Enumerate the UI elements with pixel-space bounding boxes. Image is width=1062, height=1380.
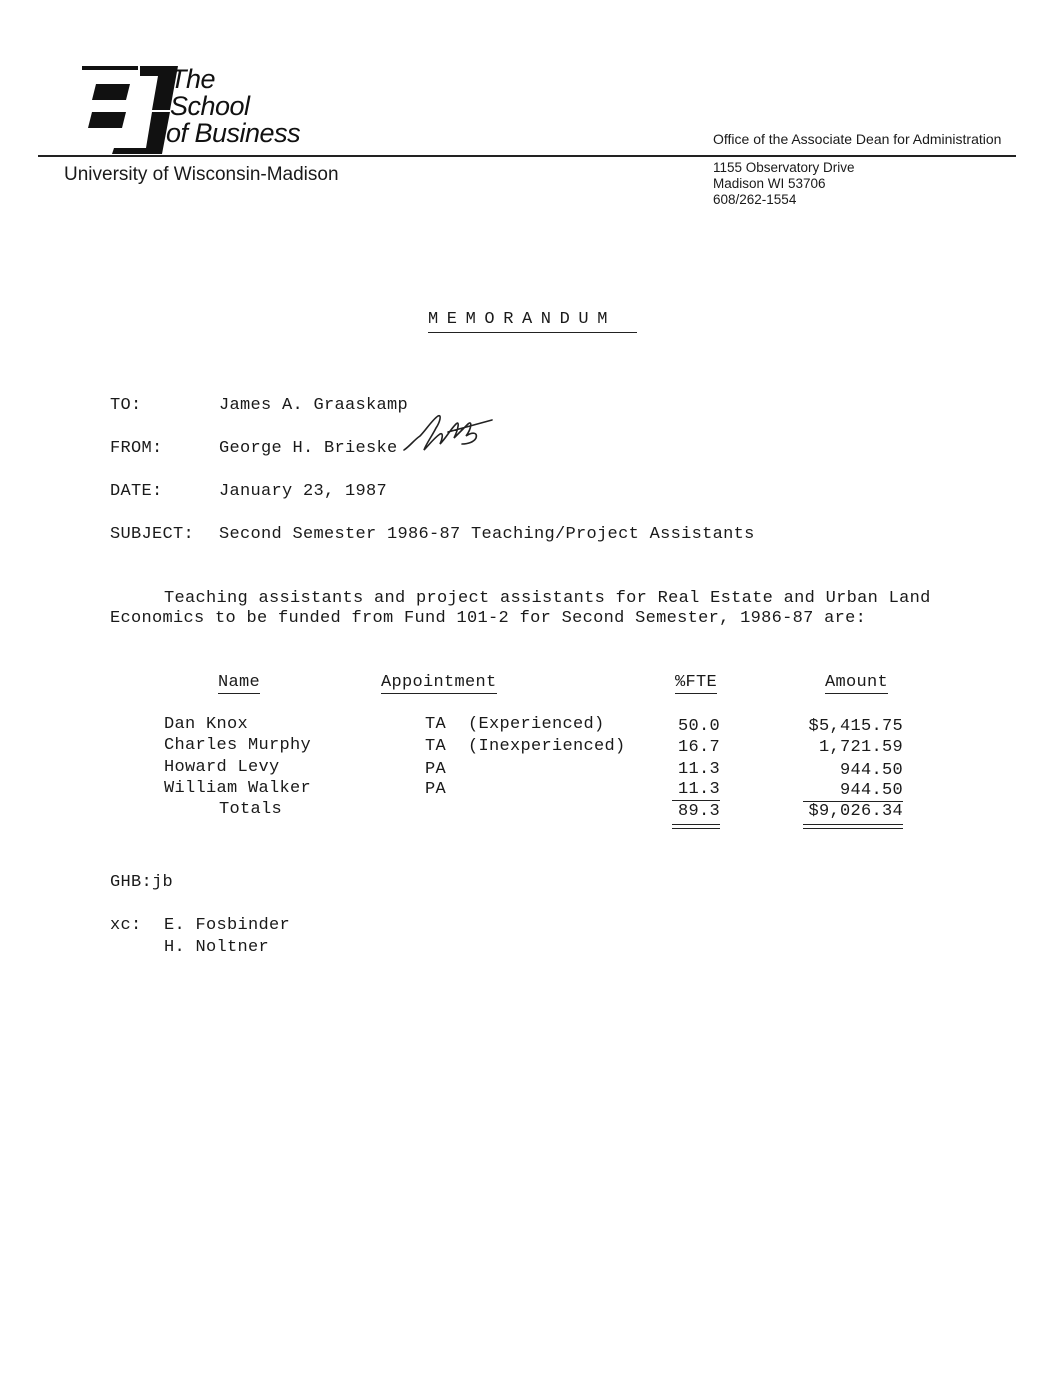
table-row-amount: 1,721.59: [818, 738, 903, 757]
table-row-fte: 11.3: [677, 760, 720, 779]
table-row-fte: 11.3: [672, 780, 720, 801]
to-label: TO:: [110, 396, 142, 415]
subject-label: SUBJECT:: [110, 525, 195, 544]
xc-label: xc:: [110, 916, 142, 935]
memo-title: MEMORANDUM: [428, 310, 617, 329]
table-row-detail: (Inexperienced): [468, 737, 626, 756]
from-value: George H. Brieske: [219, 439, 398, 458]
from-label: FROM:: [110, 439, 163, 458]
totals-fte-double-rule: [672, 824, 720, 829]
totals-label: Totals: [219, 800, 283, 819]
logo-line-school: School: [170, 91, 250, 121]
table-row-type: PA: [425, 760, 447, 779]
address-street: 1155 Observatory Drive: [713, 160, 855, 175]
date-label: DATE:: [110, 482, 163, 501]
typist-initials: GHB:jb: [110, 873, 174, 892]
body-line-2: Economics to be funded from Fund 101-2 for Second Semester, 1986-87 are:: [110, 609, 867, 628]
totals-amount-double-rule: [803, 824, 903, 829]
table-row-type: PA: [425, 780, 447, 799]
memo-title-underline: [428, 332, 637, 333]
totals-amount: $9,026.34: [808, 802, 903, 821]
letterhead-rule: [38, 155, 1016, 157]
logo-line-the: The: [170, 64, 216, 94]
table-row-amount: 944.50: [803, 781, 903, 802]
table-row-name: William Walker: [164, 779, 312, 798]
header-name: Name: [218, 673, 261, 692]
table-row-type: TA: [425, 737, 447, 756]
table-row-name: Howard Levy: [164, 758, 280, 777]
university-name: University of Wisconsin-Madison: [64, 164, 339, 185]
office-name: Office of the Associate Dean for Administration: [713, 131, 1002, 147]
table-row-fte: 16.7: [677, 738, 720, 757]
address-city: Madison WI 53706: [713, 176, 826, 191]
subject-value: Second Semester 1986-87 Teaching/Project Assistants: [219, 525, 755, 544]
table-row-name: Charles Murphy: [164, 736, 312, 755]
table-row-type: TA: [425, 715, 447, 734]
xc-recipient: H. Noltner: [164, 938, 270, 957]
table-row-name: Dan Knox: [164, 715, 249, 734]
totals-fte: 89.3: [677, 802, 720, 821]
to-value: James A. Graaskamp: [219, 396, 409, 415]
header-appointment: Appointment: [381, 673, 497, 692]
table-row-amount: 944.50: [839, 761, 903, 780]
table-row-detail: (Experienced): [468, 715, 605, 734]
logo-line-business: of Business: [166, 118, 301, 148]
table-row-amount: $5,415.75: [808, 717, 903, 736]
xc-recipient: E. Fosbinder: [164, 916, 291, 935]
table-row-fte: 50.0: [677, 717, 720, 736]
handwritten-initials-signature: [398, 410, 494, 456]
date-value: January 23, 1987: [219, 482, 388, 501]
address-phone: 608/262-1554: [713, 192, 797, 207]
body-line-1: Teaching assistants and project assistants for Real Estate and Urban Land: [164, 589, 931, 608]
header-amount: Amount: [825, 673, 889, 692]
header-fte: %FTE: [675, 673, 718, 692]
